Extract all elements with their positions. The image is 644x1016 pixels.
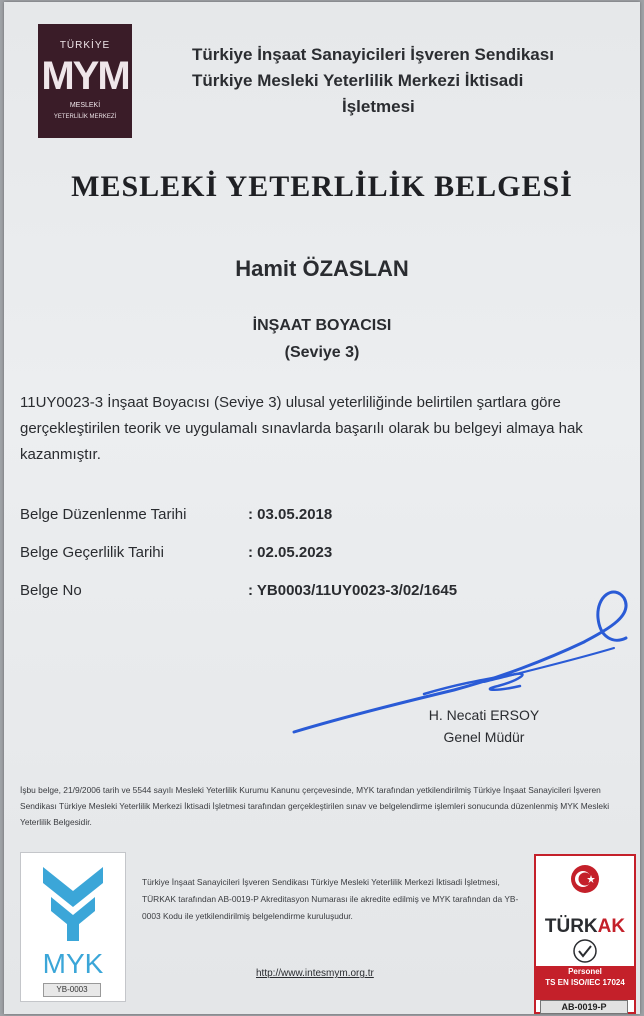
- issuer-line-3: İşletmesi: [342, 97, 415, 116]
- turkak-scope-line1: Personel: [568, 967, 602, 976]
- issuer-line-1: Türkiye İnşaat Sanayicileri İşveren Sendikası: [192, 45, 554, 64]
- detail-label: Belge Geçerlilik Tarihi: [20, 544, 164, 561]
- turkak-brand: [536, 916, 634, 938]
- turkak-accreditation-code: AB-0019-P: [540, 1000, 628, 1014]
- detail-value: : 02.05.2023: [248, 544, 333, 561]
- profession-name: İNŞAAT BOYACISI: [252, 317, 392, 334]
- website-link[interactable]: http://www.intesmym.org.tr: [256, 968, 374, 979]
- turkak-badge: [534, 854, 636, 1014]
- turkak-brand-part2: AK: [597, 916, 626, 937]
- myk-emblem-icon: [21, 853, 125, 981]
- accreditation-text: Türkiye İnşaat Sanayicileri İşveren Sendikası Türkiye Mesleki Yeterlilik Merkezi İktisadi İşletmesi, TÜRKAK tarafından AB-0019-P Akreditasyon Numarası ile akredite edilmiş ve MYK tarafından da YB-0003 Kodu ile yetkilendirilmiş belgelendirme kuruluşudur.: [142, 877, 519, 921]
- document-title: MESLEKİ YETERLİLİK BELGESİ: [71, 170, 573, 203]
- issuer-line-2: Türkiye Mesleki Yeterlilik Merkezi İktisadi: [192, 71, 524, 90]
- detail-label: Belge Düzenlenme Tarihi: [20, 506, 187, 523]
- turkak-brand-part1: TÜRK: [544, 916, 598, 937]
- myk-code: YB-0003: [43, 983, 101, 997]
- logo-sub1: MESLEKİ: [69, 102, 101, 109]
- signatory-title: Genel Müdür: [443, 729, 525, 745]
- certificate-statement: 11UY0023-3 İnşaat Boyacısı (Seviye 3) ulusal yeterliliğinde belirtilen şartlara göre gerçekleştirilen teorik ve uygulamalı sınavlarda başarılı olarak bu belgeyi almaya hak kazanmıştır.: [20, 394, 583, 463]
- holder-name: Hamit ÖZASLAN: [235, 256, 409, 281]
- logo-sub2: YETERLİLİK MERKEZİ: [53, 114, 117, 120]
- issuer-name: [192, 42, 612, 120]
- turkak-scope: [536, 966, 634, 1000]
- legal-note: İşbu belge, 21/9/2006 tarih ve 5544 sayılı Mesleki Yeterlilik Kurumu Kanunu çerçevesinde, MYK tarafından yetkilendirilmiş Türkiye İnşaat Sanayicileri İşveren Sendikası Türkiye Mesleki Yeterlilik Merkezi İktisadi İşletmesi tarafından gerçekleştirilen sınav ve belgelendirme işlemleri sonucunda düzenlenmiş MYK Mesleki Yeterlilik Belgesidir.: [20, 785, 610, 827]
- mym-logo: [38, 24, 132, 138]
- signatory: [384, 704, 584, 748]
- crescent-star-icon: [570, 864, 600, 894]
- detail-value: : YB0003/11UY0023-3/02/1645: [248, 582, 458, 599]
- profession-level: (Seviye 3): [284, 344, 360, 361]
- turkak-scope-line2: TS EN ISO/IEC 17024: [545, 978, 625, 987]
- detail-label: Belge No: [20, 582, 82, 599]
- myk-logo: [20, 852, 126, 1002]
- certificate-document: [4, 2, 640, 1014]
- detail-value: : 03.05.2018: [248, 506, 333, 523]
- logo-country: TÜRKİYE: [59, 40, 111, 51]
- check-icon: [572, 938, 598, 964]
- qualification: [4, 312, 640, 366]
- logo-mark: MYM: [41, 54, 129, 98]
- signatory-name: H. Necati ERSOY: [428, 707, 540, 723]
- myk-logo-text: MYK: [42, 948, 104, 979]
